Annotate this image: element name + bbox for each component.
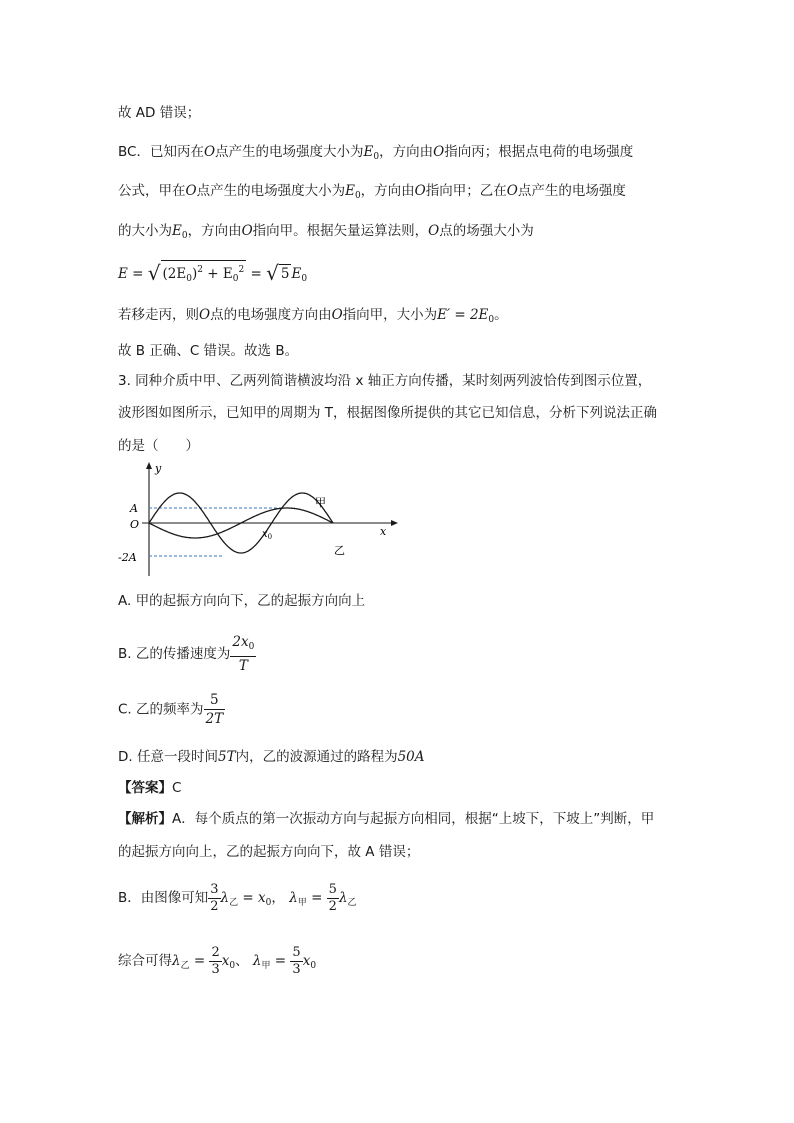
explanation-combined: 综合可得$\lambda_乙$ = $\frac{2}{3}$ $x_0$、 $\lambda_甲$ = $\frac{5}{3}$ $x_0$: [118, 944, 317, 977]
x-axis-label: x: [380, 525, 387, 538]
x0-label: $x_0$: [262, 529, 273, 541]
option-b: B. 乙的传播速度为 $\frac{2x_0}{T}$: [118, 634, 255, 674]
text-line: 的大小为$E_0$，方向由O指向甲。根据矢量运算法则，O点的场强大小为: [118, 223, 534, 241]
explanation-b: B．由图像可知 $\frac{3}{2}$ $\lambda_乙 = x_0$， $\lambda_甲$ = $\frac{5}{2}$ $\lambda_乙$: [118, 881, 357, 914]
tick-minus-2A: -2A: [118, 551, 137, 564]
question-stem: 波形图如图所示，已知甲的周期为 T，根据图像所提供的其它已知信息，分析下列说法正确: [118, 405, 658, 421]
option-d: D. 任意一段时间5T内，乙的波源通过的路程为50A: [118, 749, 425, 765]
y-axis-arrow: [146, 462, 152, 469]
wave-jia-label: 甲: [315, 496, 326, 509]
explanation-line: 【解析】A．每个质点的第一次振动方向与起振方向相同，根据“上坡下，下坡上”判断，甲: [118, 811, 655, 827]
tick-A: A: [130, 502, 138, 515]
question-stem: 3. 同种介质中甲、乙两列简谐横波均沿 x 轴正方向传播，某时刻两列波恰传到图示位置，: [118, 373, 652, 389]
explanation-line: 的起振方向向上，乙的起振方向向下，故 A 错误；: [118, 844, 420, 860]
y-axis-label: y: [155, 462, 162, 475]
option-a: A. 甲的起振方向向下，乙的起振方向向上: [118, 593, 366, 609]
question-stem: 的是（ ）: [118, 438, 199, 454]
answer-line: 【答案】C: [118, 780, 182, 796]
option-c: C. 乙的频率为 $\frac{5}{2T}$: [118, 692, 224, 727]
text-line: 公式，甲在O点产生的电场强度大小为$E_0$，方向由O指向甲；乙在O点产生的电场强度: [118, 183, 626, 201]
formula-line: E = √ $(2E_0)^2 + E_0^2$ = √ 5 $E_0$: [118, 260, 307, 289]
text-line: BC．已知丙在O点产生的电场强度大小为$E_0$，方向由O指向丙；根据点电荷的电场强度: [118, 144, 634, 162]
x-axis-arrow: [391, 520, 398, 526]
wave-yi-label: 乙: [334, 544, 345, 557]
wave-graph: [112, 460, 412, 588]
tick-O: O: [130, 518, 140, 531]
text-line: 若移走丙，则O点的电场强度方向由O指向甲，大小为$E' = 2E_0$。: [118, 307, 508, 325]
text-line: 故 B 正确、C 错误。故选 B。: [118, 343, 299, 359]
text-line: 故 AD 错误；: [118, 105, 201, 121]
